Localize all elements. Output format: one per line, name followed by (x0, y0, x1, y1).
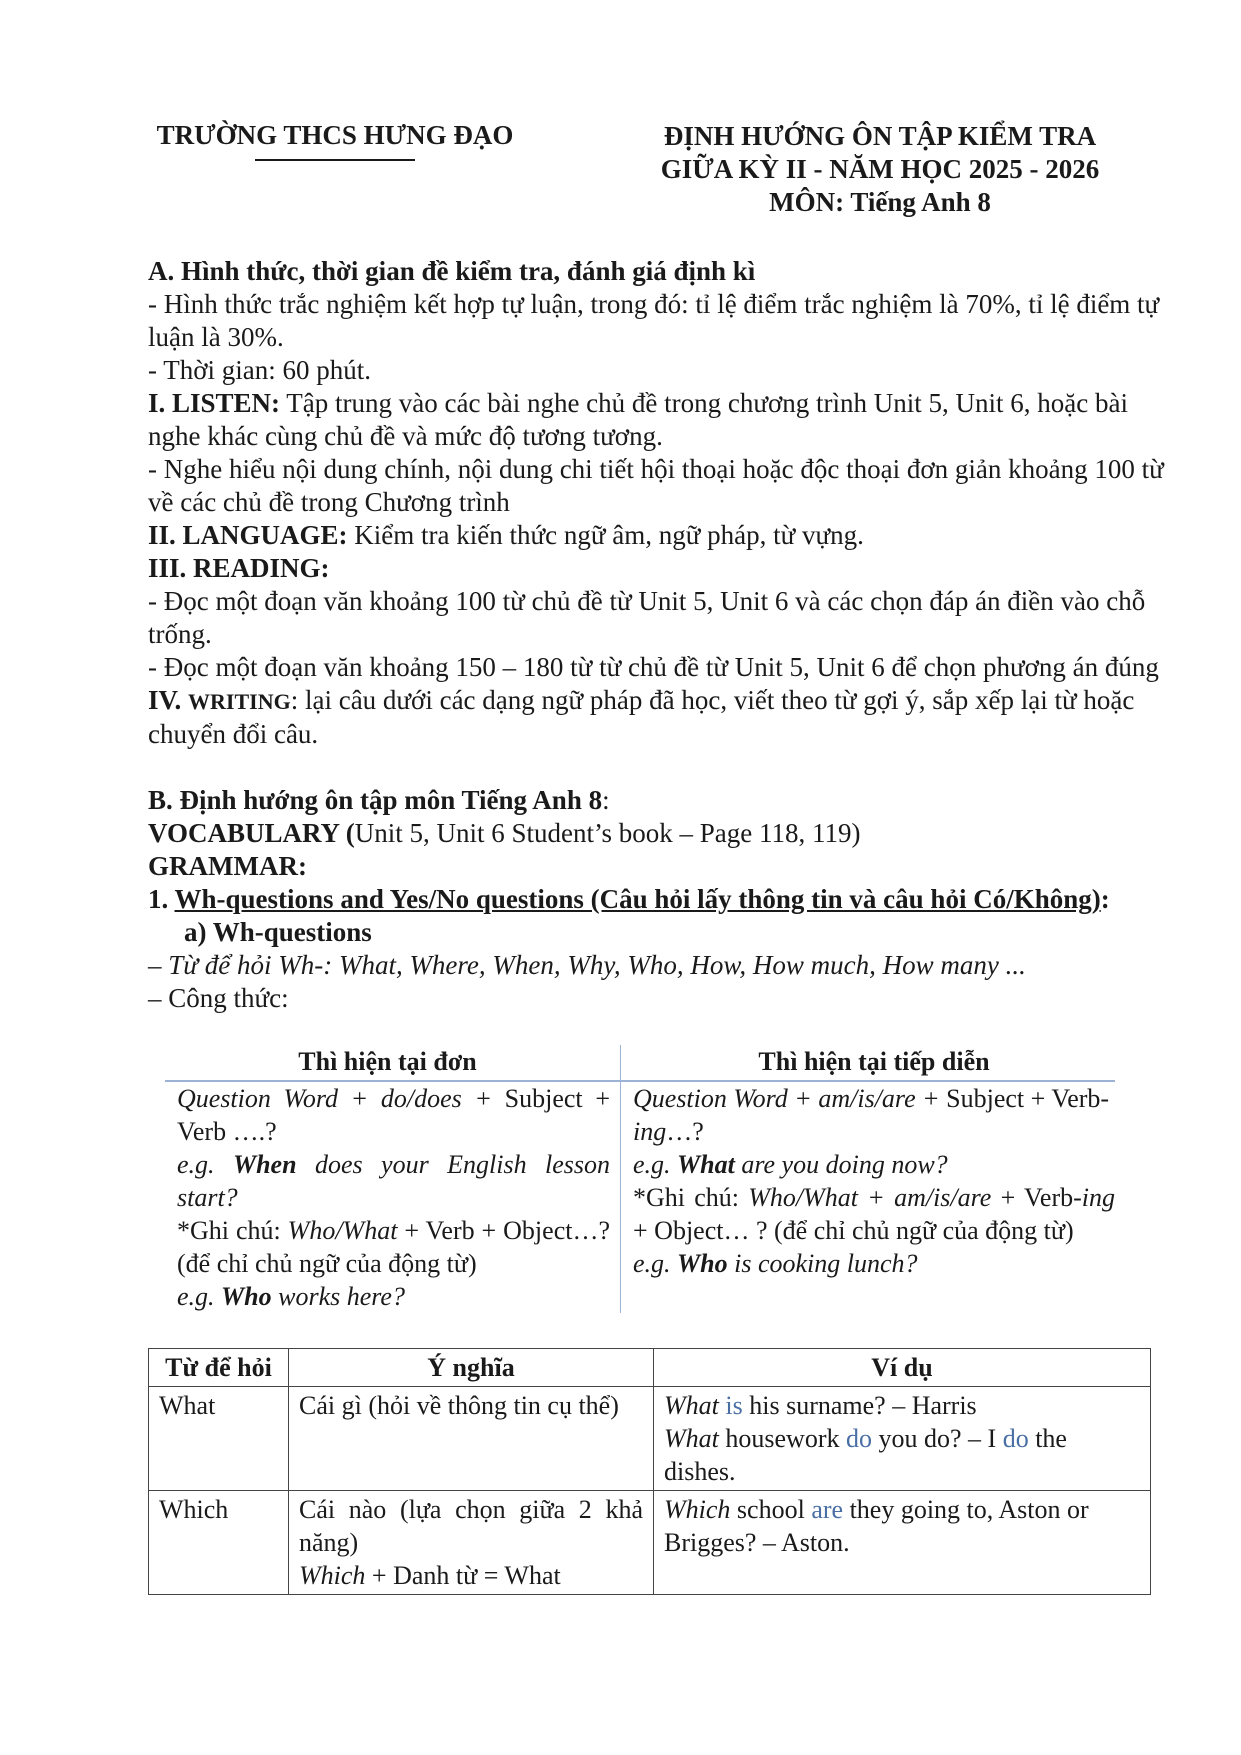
meaning-rest: + Danh từ = What (365, 1561, 561, 1590)
pc-note-b: Who/What + am/is/are (748, 1183, 992, 1212)
reading-item-2: - Đọc một đoạn văn khoảng 150 – 180 từ từ chủ đề từ Unit 5, Unit 6 để chọn phương án đúng (148, 652, 1159, 682)
ps-ex1-b: When (232, 1150, 297, 1179)
row-example (654, 1387, 1151, 1491)
ps-ex2-a: e.g. (177, 1282, 222, 1311)
item1-title: Wh-questions and Yes/No questions (Câu hỏi lấy thông tin và câu hỏi Có/Không) (174, 884, 1101, 914)
reading-label: III. READING: (148, 553, 330, 583)
pc-note-a: *Ghi chú: (633, 1183, 749, 1212)
pc-note-e: + Object… ? (để chỉ chủ ngữ của động từ) (633, 1216, 1074, 1245)
example-line (664, 1493, 1140, 1559)
row-word: Which (149, 1491, 289, 1595)
school-name: TRƯỜNG THCS HƯNG ĐẠO (156, 120, 514, 150)
ps-example-1 (177, 1148, 610, 1214)
ps-ex1-c: does your English lesson start? (177, 1150, 610, 1212)
ex-verb: do (1002, 1424, 1029, 1453)
spacer (148, 751, 1178, 784)
document-body (148, 255, 1178, 1015)
wh-words-line: – Từ để hỏi Wh-: What, Where, When, Why, Who, How, How much, How many ... (148, 950, 1026, 980)
writing-text: : lại câu dưới các dạng ngữ pháp đã học, viết theo từ gợi ý, sắp xếp lại từ hoặc chuyển đổi câu. (148, 685, 1135, 749)
ps-formula-a: Question Word + do/does + (177, 1084, 505, 1113)
ex-verb: are (811, 1495, 844, 1524)
pc-ex1-b: What (677, 1150, 735, 1179)
ex-verb: is (718, 1391, 743, 1420)
ex-word: What (664, 1424, 719, 1453)
section-a-form: - Hình thức trắc nghiệm kết hợp tự luận, trong đó: tỉ lệ điểm trắc nghiệm là 70%, tỉ lệ điểm tự luận là 30%. (148, 289, 1160, 352)
ex-rest: school (730, 1495, 812, 1524)
ps-formula (177, 1082, 610, 1148)
ex-rest: housework (718, 1424, 846, 1453)
pc-ex2-a: e.g. (633, 1249, 678, 1278)
writing-label-word: WRITING (188, 689, 291, 714)
vocab-text: Unit 5, Unit 6 Student’s book – Page 118, 119) (354, 818, 861, 848)
language-paragraph (148, 519, 1178, 552)
pc-formula-a: Question Word + am/is/are + (633, 1084, 947, 1113)
meaning-line (299, 1559, 643, 1592)
ps-example-2 (177, 1280, 610, 1313)
ps-formula-b: Subject + Verb ….? (177, 1084, 610, 1146)
present-simple-cell (165, 1082, 620, 1313)
pc-formula-d: …? (666, 1117, 704, 1146)
pc-ex1-a: e.g. (633, 1150, 678, 1179)
pc-note-c: + Verb- (991, 1183, 1082, 1212)
ex-rest: you do? – I (871, 1424, 1003, 1453)
writing-paragraph (148, 684, 1178, 751)
table-row (149, 1387, 1151, 1491)
ps-ex2-c: works here? (271, 1282, 405, 1311)
language-text: Kiểm tra kiến thức ngữ âm, ngữ pháp, từ vựng. (347, 520, 864, 550)
formula-table-header (165, 1045, 1115, 1082)
example-line (664, 1422, 1140, 1488)
document-title (600, 120, 1160, 219)
formula-table-body (165, 1082, 1115, 1313)
pc-note (633, 1181, 1115, 1247)
title-line-2: GIỮA KỲ II - NĂM HỌC 2025 - 2026 (660, 154, 1100, 184)
sub-heading-a: a) Wh-questions (184, 917, 372, 947)
header-underline (255, 159, 415, 161)
header-question-word: Từ để hỏi (149, 1349, 289, 1387)
pc-ex2-c: is cooking lunch? (727, 1249, 918, 1278)
listen-label: I. LISTEN: (148, 388, 281, 418)
pc-ex2-b: Who (677, 1249, 728, 1278)
vocab-label: VOCABULARY ( (148, 818, 355, 848)
header-example: Ví dụ (654, 1349, 1151, 1387)
pc-formula-b: Subject + Verb- (946, 1084, 1110, 1113)
item1-colon: : (1100, 884, 1110, 914)
ps-note-c: + Verb + Object…? (để chỉ chủ ngữ của động từ) (177, 1216, 610, 1278)
meaning-line: Cái nào (lựa chọn giữa 2 khả năng) (299, 1495, 643, 1557)
listen-text: Tập trung vào các bài nghe chủ đề trong chương trình Unit 5, Unit 6, hoặc bài nghe khác cùng chủ đề và mức độ tương tương. (148, 388, 1128, 451)
ps-ex2-b: Who (221, 1282, 272, 1311)
ex-verb: do (845, 1424, 872, 1453)
table-header-row (149, 1349, 1151, 1387)
grammar-label: GRAMMAR: (148, 851, 307, 881)
school-header (150, 120, 520, 161)
section-a-time: - Thời gian: 60 phút. (148, 355, 372, 385)
ex-word: Which (664, 1495, 731, 1524)
ps-note (177, 1214, 610, 1280)
pc-note-d: ing (1081, 1183, 1115, 1212)
pc-formula (633, 1082, 1115, 1148)
title-line-3: MÔN: Tiếng Anh 8 (769, 187, 991, 217)
header-meaning: Ý nghĩa (289, 1349, 654, 1387)
ex-rest: the dishes. (664, 1424, 1067, 1486)
formula-label: – Công thức: (148, 983, 289, 1013)
pc-formula-c: ing (633, 1117, 667, 1146)
section-b-colon: : (602, 785, 610, 815)
grammar-item-1 (148, 883, 1178, 916)
section-a-heading: A. Hình thức, thời gian đề kiểm tra, đánh giá định kì (148, 256, 756, 286)
row-example (654, 1491, 1151, 1595)
ps-note-b: Who/What (287, 1216, 398, 1245)
example-line (664, 1389, 1140, 1422)
pc-example-2 (633, 1247, 1115, 1280)
listen-detail: - Nghe hiểu nội dung chính, nội dung chi tiết hội thoại hoặc độc thoại đơn giản khoảng 100 từ về các chủ đề trong Chương trình (148, 454, 1164, 517)
item1-num: 1. (148, 884, 175, 914)
ex-rest: they going to, Aston or Brigges? – Aston. (664, 1495, 1089, 1557)
listen-paragraph (148, 387, 1178, 453)
row-meaning (289, 1491, 654, 1595)
section-b-heading-line (148, 784, 1178, 817)
writing-label-num: IV. (148, 685, 189, 715)
pc-ex1-c: are you doing now? (734, 1150, 948, 1179)
language-label: II. LANGUAGE: (148, 520, 348, 550)
ps-note-a: *Ghi chú: (177, 1216, 288, 1245)
formula-table (165, 1045, 1115, 1313)
vocabulary-line (148, 817, 1178, 850)
row-word: What (149, 1387, 289, 1491)
wh-words-table (148, 1348, 1151, 1595)
row-meaning: Cái gì (hỏi về thông tin cụ thể) (289, 1387, 654, 1491)
table-row (149, 1491, 1151, 1595)
ps-ex1-a: e.g. (177, 1150, 233, 1179)
title-line-1: ĐỊNH HƯỚNG ÔN TẬP KIỂM TRA (663, 121, 1097, 151)
section-b-heading: B. Định hướng ôn tập môn Tiếng Anh 8 (148, 785, 603, 815)
col-head-present-simple: Thì hiện tại đơn (298, 1047, 477, 1076)
reading-item-1: - Đọc một đoạn văn khoảng 100 từ chủ đề từ Unit 5, Unit 6 và các chọn đáp án điền vào chỗ trống. (148, 586, 1146, 649)
pc-example-1 (633, 1148, 1115, 1181)
ex-rest: his surname? – Harris (742, 1391, 977, 1420)
ex-word: What (664, 1391, 719, 1420)
col-head-present-continuous: Thì hiện tại tiếp diễn (620, 1045, 1115, 1080)
present-continuous-cell (620, 1082, 1115, 1313)
meaning-word: Which (299, 1561, 366, 1590)
